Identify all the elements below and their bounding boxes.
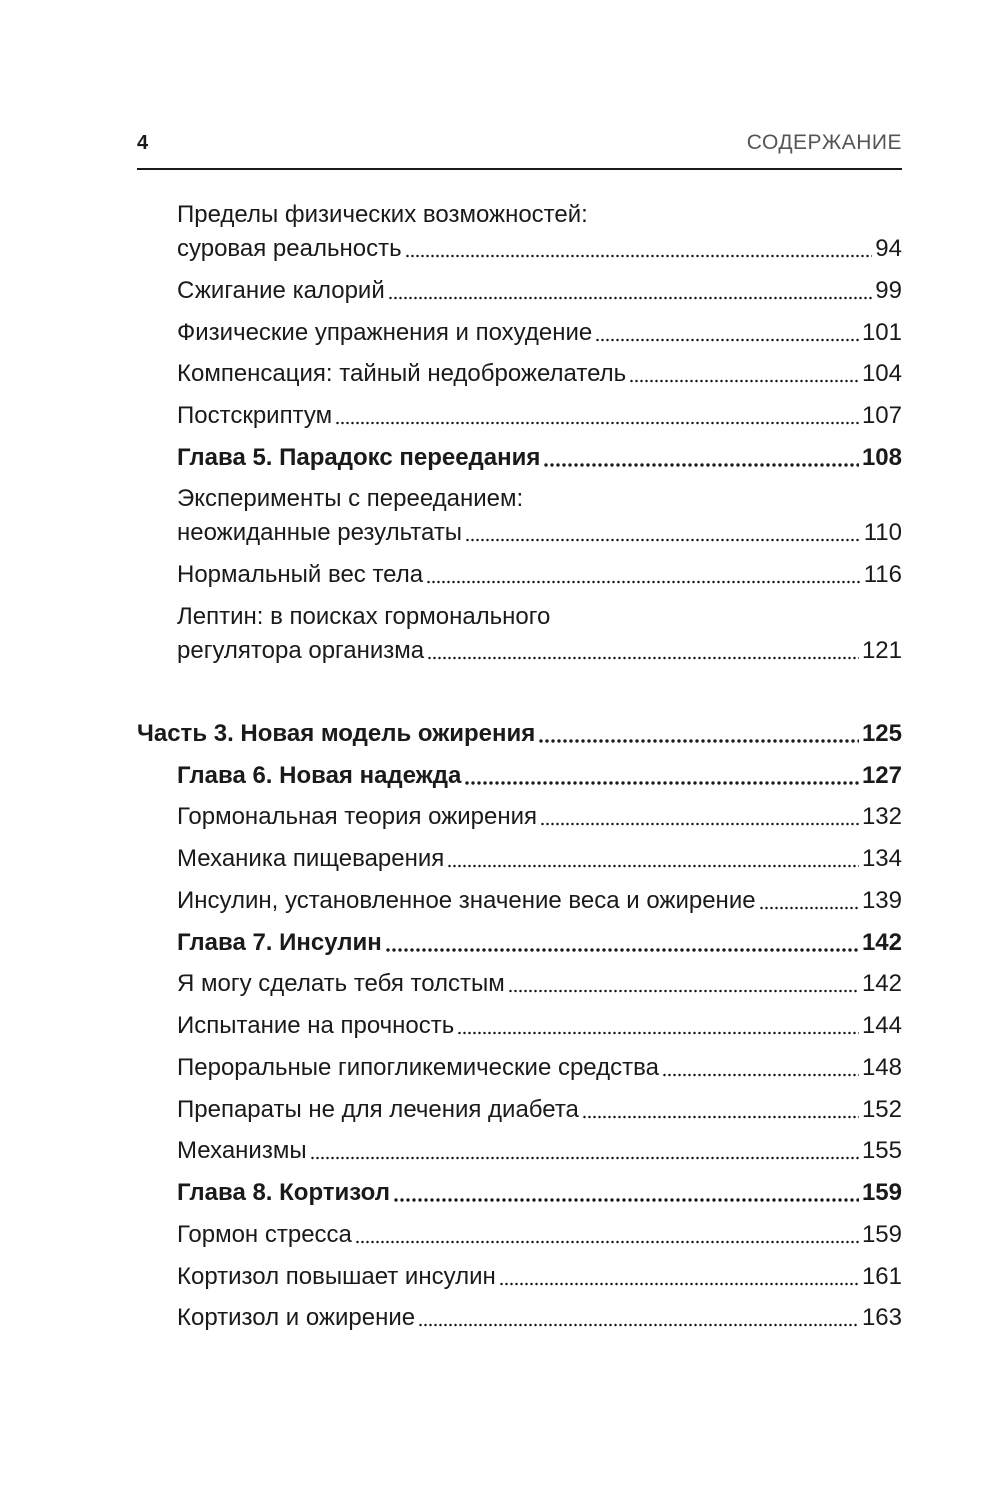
toc-entry-page: 101 <box>861 319 902 346</box>
dot-leader <box>465 538 861 542</box>
toc-entry-title: Я могу сделать тебя толстым <box>177 970 505 997</box>
toc-entry-page: 125 <box>861 720 902 747</box>
toc-entry-title: Пероральные гипогликемические средства <box>177 1054 659 1081</box>
toc-entry-title-line1: Пределы физических возможностей: <box>177 201 588 228</box>
toc-entry-title-line1: Лептин: в поисках гормонального <box>177 603 551 630</box>
toc-entry <box>177 600 902 668</box>
toc-entry <box>177 1134 902 1168</box>
dot-leader <box>538 739 859 743</box>
toc-entry <box>177 1218 902 1252</box>
toc-chapter-entry <box>177 926 902 960</box>
dot-leader <box>464 781 859 785</box>
toc-entry <box>177 274 902 308</box>
dot-leader <box>310 1156 859 1160</box>
toc-part-entry <box>137 717 902 751</box>
toc-entry-title: Нормальный вес тела <box>177 561 424 588</box>
toc-entry-title: неожиданные результаты <box>177 519 463 546</box>
dot-leader <box>388 296 873 300</box>
toc-entry-title: Препараты не для лечения диабета <box>177 1096 579 1123</box>
toc-entry-title: Физические упражнения и похудение <box>177 319 593 346</box>
running-head: СОДЕРЖАНИЕ <box>746 131 902 154</box>
toc-entry-title: Испытание на прочность <box>177 1012 455 1039</box>
toc-entry <box>177 399 902 433</box>
toc-entry <box>177 316 902 350</box>
dot-leader <box>582 1115 859 1119</box>
toc-entry-title: регулятора организма <box>177 637 425 664</box>
toc-entry-title: Гормон стресса <box>177 1221 352 1248</box>
toc-entry <box>177 558 902 592</box>
dot-leader <box>629 379 859 383</box>
page-number: 4 <box>137 132 149 154</box>
toc-entry-title: Глава 5. Парадокс переедания <box>177 444 541 471</box>
dot-leader <box>447 864 859 868</box>
toc-entry-page: 134 <box>861 845 902 872</box>
toc-entry-page: 108 <box>861 444 902 471</box>
toc-entry-page: 144 <box>861 1012 902 1039</box>
toc-entry-title-line1: Эксперименты с перееданием: <box>177 485 524 512</box>
toc-entry-title: Глава 8. Кортизол <box>177 1179 390 1206</box>
dot-leader <box>335 421 859 425</box>
toc-entry-title: Глава 6. Новая надежда <box>177 762 462 789</box>
dot-leader <box>457 1031 859 1035</box>
dot-leader <box>393 1198 859 1202</box>
toc-chapter-entry <box>177 759 902 793</box>
header-divider <box>137 168 902 170</box>
toc-entry-page: 142 <box>861 970 902 997</box>
toc-chapter-entry <box>177 1176 902 1210</box>
toc-entry-page: 161 <box>861 1263 902 1290</box>
toc-entry-page: 142 <box>861 929 902 956</box>
toc-entry-title: Постскриптум <box>177 402 333 429</box>
toc-entry-title: Механика пищеварения <box>177 845 445 872</box>
toc-entry <box>177 1009 902 1043</box>
toc-entry-title: Глава 7. Инсулин <box>177 929 382 956</box>
toc-entry <box>177 1301 902 1335</box>
dot-leader <box>543 463 859 467</box>
toc-entry-title: Сжигание калорий <box>177 277 385 304</box>
toc-entry <box>177 482 902 550</box>
toc-entry <box>177 357 902 391</box>
toc-entry-title: Инсулин, установленное значение веса и ожирение <box>177 887 756 914</box>
toc-entry-page: 155 <box>861 1137 902 1164</box>
dot-leader <box>427 656 859 660</box>
toc-entry <box>177 967 902 1001</box>
toc-entry <box>177 800 902 834</box>
dot-leader <box>540 822 859 826</box>
toc-entry <box>177 1260 902 1294</box>
toc-entry-page: 139 <box>861 887 902 914</box>
toc-entry-page: 116 <box>863 561 902 588</box>
toc-entry-page: 107 <box>861 402 902 429</box>
toc-entry <box>177 842 902 876</box>
dot-leader <box>418 1323 859 1327</box>
dot-leader <box>355 1240 859 1244</box>
toc-entry-title: Кортизол повышает инсулин <box>177 1263 496 1290</box>
dot-leader <box>499 1282 859 1286</box>
page-header <box>137 128 902 158</box>
toc-entry-page: 163 <box>861 1304 902 1331</box>
toc-entry-page: 127 <box>861 762 902 789</box>
toc-entry <box>177 1093 902 1127</box>
toc-entry-page: 94 <box>875 235 902 262</box>
toc-entry-page: 159 <box>861 1179 902 1206</box>
dot-leader <box>405 254 873 258</box>
toc-entry <box>177 884 902 918</box>
toc-entry <box>177 198 902 266</box>
toc-entry <box>177 1051 902 1085</box>
toc-entry-title: Часть 3. Новая модель ожирения <box>137 720 536 747</box>
toc-entry-title: Компенсация: тайный недоброжелатель <box>177 360 627 387</box>
toc-entry-title: Гормональная теория ожирения <box>177 803 538 830</box>
toc-entry-page: 99 <box>875 277 902 304</box>
toc-entry-page: 152 <box>861 1096 902 1123</box>
toc-entry-page: 159 <box>861 1221 902 1248</box>
toc-entry-title: суровая реальность <box>177 235 402 262</box>
toc-entry-page: 132 <box>861 803 902 830</box>
toc-entry-page: 121 <box>861 637 902 664</box>
toc-entry-page: 148 <box>861 1054 902 1081</box>
toc-entry-page: 104 <box>861 360 902 387</box>
dot-leader <box>508 989 859 993</box>
dot-leader <box>662 1073 859 1077</box>
toc-entry-title: Механизмы <box>177 1137 307 1164</box>
toc-entry-title: Кортизол и ожирение <box>177 1304 416 1331</box>
toc-chapter-entry <box>177 441 902 475</box>
dot-leader <box>385 948 859 952</box>
dot-leader <box>759 906 859 910</box>
toc-entry-page: 110 <box>863 519 902 546</box>
dot-leader <box>426 580 861 584</box>
dot-leader <box>595 338 859 342</box>
